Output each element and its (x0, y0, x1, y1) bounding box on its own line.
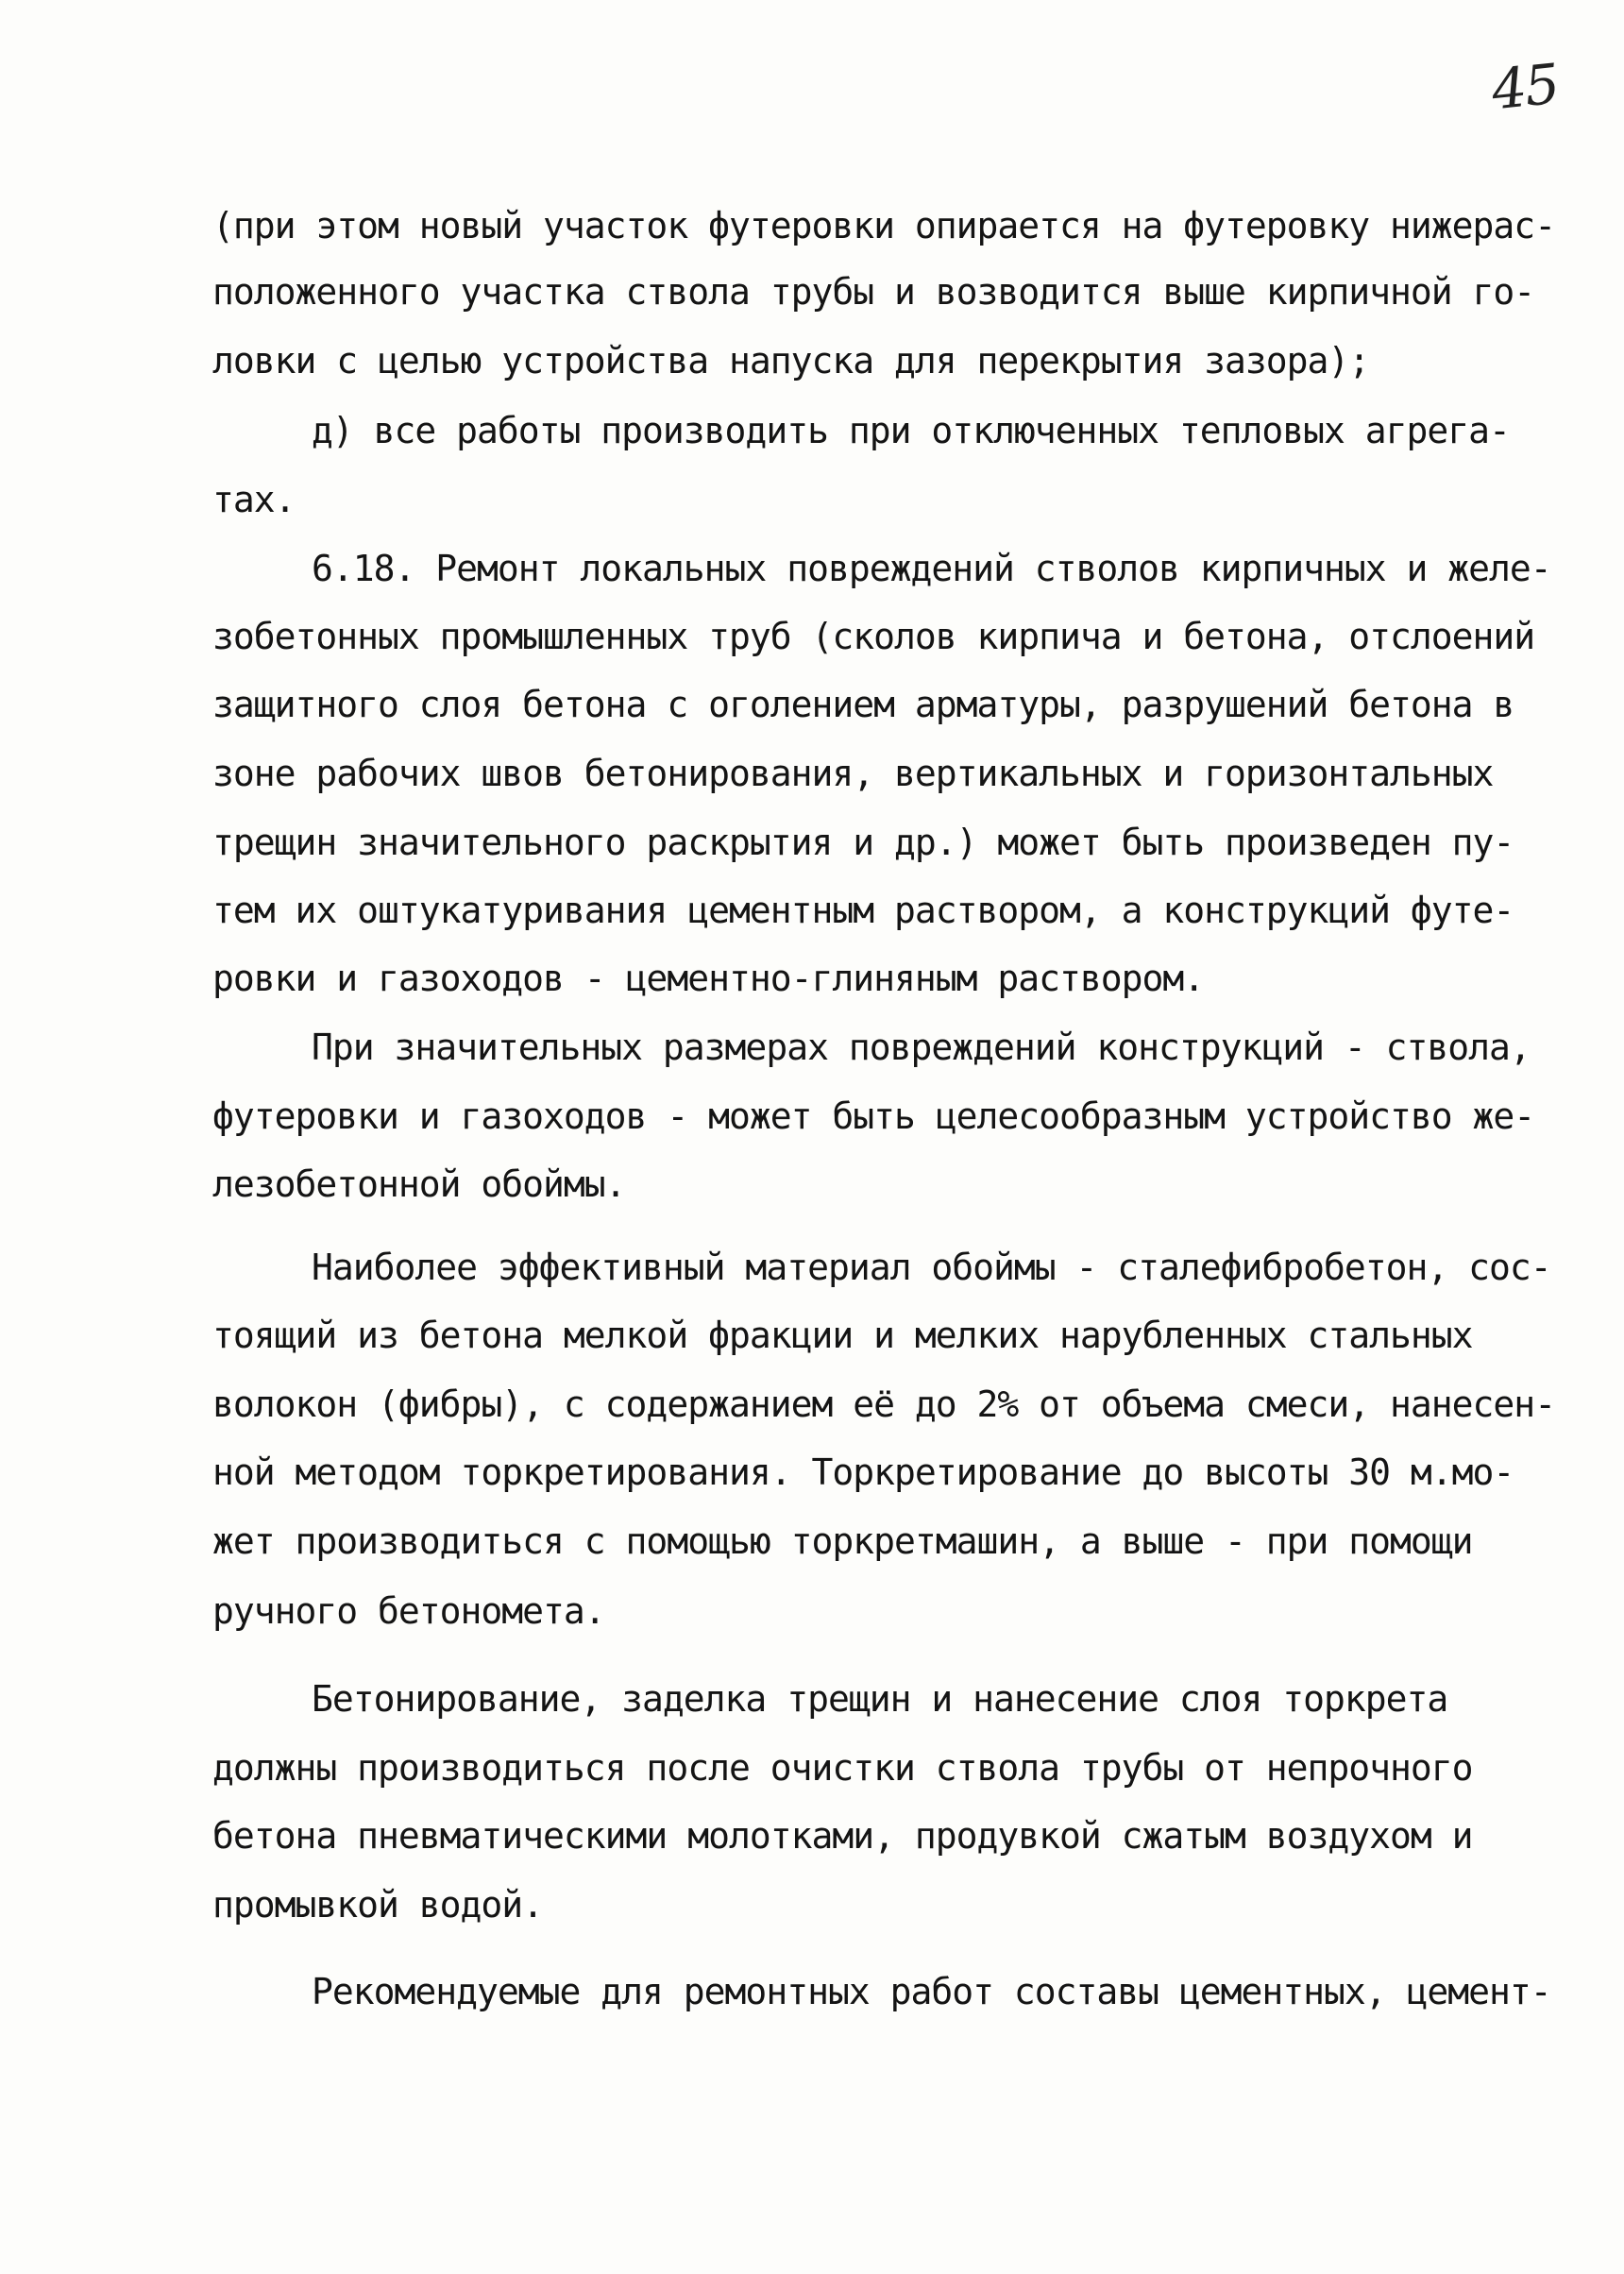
text-line: тем их оштукатуривания цементным раствором, а конструкций футе- (212, 890, 1514, 931)
text-line: д) все работы производить при отключенных тепловых агрега- (312, 410, 1510, 451)
text-line: тоящий из бетона мелкой фракции и мелких нарубленных стальных (212, 1315, 1473, 1356)
text-line: тах. (212, 479, 296, 520)
text-line: промывкой водой. (212, 1884, 544, 1926)
text-line: зоне рабочих швов бетонирования, вертикальных и горизонтальных (212, 753, 1494, 794)
text-line: трещин значительного раскрытия и др.) может быть произведен пу- (212, 822, 1514, 863)
text-line: лезобетонной обоймы. (212, 1163, 626, 1205)
text-line: должны производиться после очистки ствола трубы от непрочного (212, 1747, 1473, 1789)
text-line: ловки с целью устройства напуска для перекрытия зазора); (212, 340, 1370, 382)
text-line: ной методом торкретирования. Торкретирование до высоты 30 м.мо- (212, 1451, 1514, 1493)
text-line: жет производиться с помощью торкретмашин, а выше - при помощи (212, 1520, 1473, 1562)
text-line: Наиболее эффективный материал обоймы - сталефибробетон, сос- (312, 1247, 1551, 1288)
text-line: (при этом новый участок футеровки опирается на футеровку нижерас- (212, 205, 1556, 246)
text-line: ровки и газоходов - цементно-глиняным раствором. (212, 958, 1205, 999)
text-line: волокон (фибры), с содержанием её до 2% от объема смеси, нанесен- (212, 1383, 1556, 1425)
text-line: 6.18. Ремонт локальных повреждений стволов кирпичных и желе- (312, 548, 1551, 589)
page-number: 45 (1488, 51, 1562, 123)
text-line: защитного слоя бетона с оголением арматуры, разрушений бетона в (212, 684, 1514, 725)
text-line: Бетонирование, заделка трещин и нанесение слоя торкрета (312, 1678, 1448, 1720)
text-line: футеровки и газоходов - может быть целесообразным устройство же- (212, 1095, 1535, 1137)
text-line: ручного бетонометa. (212, 1590, 605, 1632)
text-line: Рекомендуемые для ремонтных работ составы цементных, цемент- (312, 1971, 1551, 2012)
text-line: При значительных размерах повреждений конструкций - ствола, (312, 1027, 1531, 1068)
text-line: зобетонных промышленных труб (сколов кирпича и бетона, отслоений (212, 616, 1535, 657)
text-line: бетона пневматическими молотками, продувкой сжатым воздухом и (212, 1815, 1473, 1857)
text-line: положенного участка ствола трубы и возводится выше кирпичной го- (212, 271, 1535, 313)
